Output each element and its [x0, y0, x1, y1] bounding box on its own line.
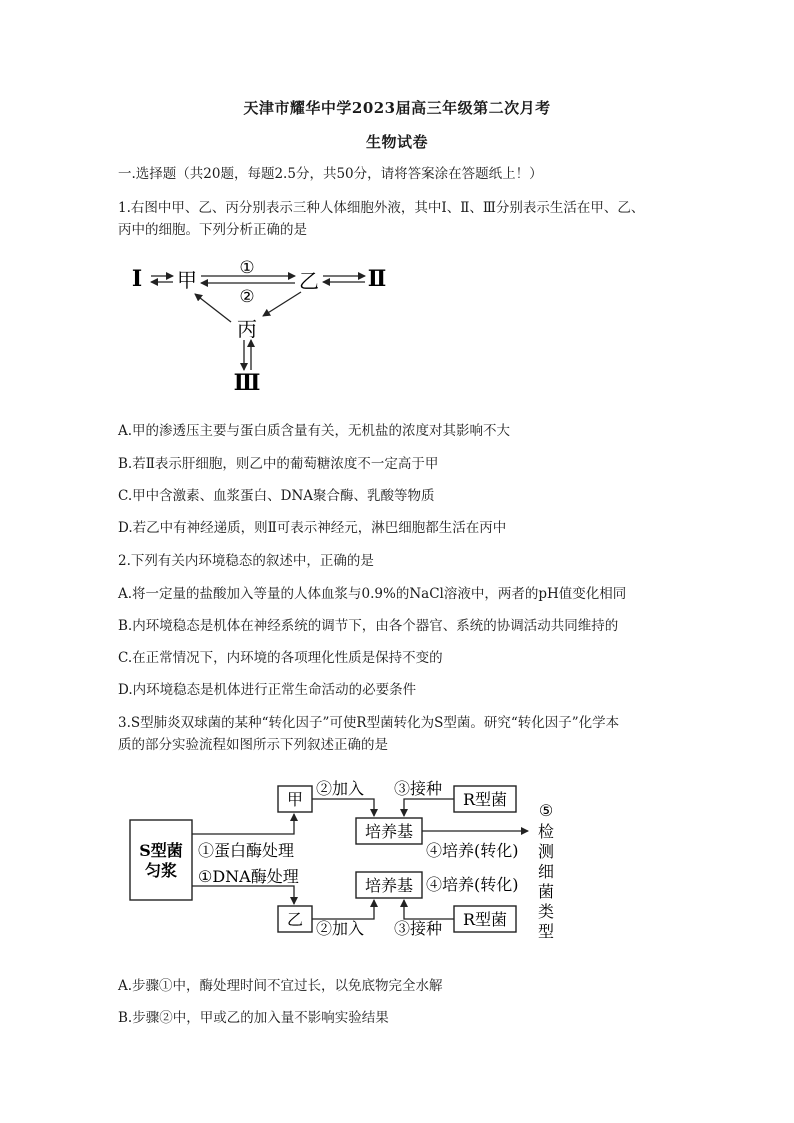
arrow-yi-to-bing [263, 292, 301, 316]
inoculate-top-label: ③接种 [394, 779, 443, 798]
q1-stem-line1: 1.右图中甲、乙、丙分别表示三种人体细胞外液，其中Ⅰ、Ⅱ、Ⅲ分别表示生活在甲、乙、 [118, 200, 645, 216]
s-bacteria-homogenate-box [130, 820, 192, 900]
r-bottom-label: R型菌 [462, 910, 508, 929]
r-top-label: R型菌 [462, 790, 508, 809]
step1-protease-label: ①蛋白酶处理 [198, 841, 295, 860]
arrow-jia-to-medium [312, 799, 374, 816]
detect-char: 菌 [537, 882, 555, 901]
s-box-line2: 匀浆 [144, 861, 178, 880]
detect-step-number: ⑤ [538, 801, 554, 820]
add-top-label: ②加入 [316, 779, 365, 798]
q2-option-c: C.在正常情况下，内环境的各项理化性质是保持不变的 [118, 650, 443, 666]
detect-char: 型 [537, 922, 555, 941]
inoculate-bottom-label: ③接种 [394, 919, 443, 938]
detect-char: 细 [537, 862, 555, 881]
cell-1-label: Ⅰ [131, 266, 143, 292]
arrow-r-to-medium-top [404, 799, 454, 816]
step1-dnase-label: ①DNA酶处理 [198, 867, 299, 886]
q2-option-b: B.内环境稳态是机体在神经系统的调节下，由各个器官、系统的协调活动共同维持的 [118, 618, 619, 634]
yi-label: 乙 [286, 910, 304, 929]
arrow-to-jia [192, 814, 294, 834]
arrow-bing-to-jia [195, 294, 231, 322]
q2-stem: 2.下列有关内环境稳态的叙述中，正确的是 [118, 553, 374, 569]
q3-option-a: A.步骤①中，酶处理时间不宜过长，以免底物完全水解 [118, 978, 443, 994]
exam-title: 天津市耀华中学2023届高三年级第二次月考 [243, 99, 551, 117]
q3-stem-line1: 3.S型肺炎双球菌的某种“转化因子”可使R型菌转化为S型菌。研究“转化因子”化学本 [118, 715, 620, 731]
fluid-yi-label: 乙 [299, 269, 319, 293]
culture-top-label: ④培养(转化) [426, 841, 519, 860]
medium-bottom-label: 培养基 [364, 876, 414, 895]
q1-option-b: B.若Ⅱ表示肝细胞，则乙中的葡萄糖浓度不一定高于甲 [118, 456, 439, 472]
q2-option-a: A.将一定量的盐酸加入等量的人体血浆与0.9%的NaCl溶液中，两者的pH值变化相同 [118, 586, 627, 602]
arrow-yi-to-medium [312, 900, 374, 919]
detect-char: 检 [537, 822, 555, 841]
detect-char: 类 [537, 902, 555, 921]
fluid-jia-label: 甲 [177, 268, 197, 292]
q1-option-a: A.甲的渗透压主要与蛋白质含量有关，无机盐的浓度对其影响不大 [118, 423, 511, 439]
fluid-bing-label: 丙 [237, 317, 257, 341]
arrow-label-2: ② [239, 287, 255, 307]
add-bottom-label: ②加入 [316, 919, 365, 938]
cell-3-label: Ⅲ [233, 370, 261, 396]
section-heading: 一.选择题（共20题，每题2.5分，共50分，请将答案涂在答题纸上！） [118, 166, 543, 182]
jia-label: 甲 [286, 790, 304, 809]
arrow-label-1: ① [239, 258, 255, 278]
q1-option-d: D.若乙中有神经递质，则Ⅱ可表示神经元，淋巴细胞都生活在丙中 [118, 520, 507, 536]
transformation-experiment-diagram [128, 772, 568, 942]
arrow-to-yi [192, 886, 294, 904]
detect-char: 测 [537, 842, 555, 861]
medium-top-label: 培养基 [364, 822, 414, 841]
fluid-exchange-diagram [125, 252, 395, 397]
q3-option-b: B.步骤②中，甲或乙的加入量不影响实验结果 [118, 1010, 389, 1026]
culture-bottom-label: ④培养(转化) [426, 875, 519, 894]
cell-2-label: Ⅱ [367, 266, 387, 292]
q2-option-d: D.内环境稳态是机体进行正常生命活动的必要条件 [118, 682, 417, 698]
s-box-line1: S型菌 [139, 841, 183, 860]
arrow-r-to-medium-bottom [404, 900, 454, 919]
q3-stem-line2: 质的部分实验流程如图所示下列叙述正确的是 [118, 737, 388, 753]
q1-option-c: C.甲中含激素、血浆蛋白、DNA聚合酶、乳酸等物质 [118, 488, 435, 504]
q1-stem-line2: 丙中的细胞。下列分析正确的是 [118, 222, 307, 238]
exam-subtitle: 生物试卷 [365, 133, 428, 151]
